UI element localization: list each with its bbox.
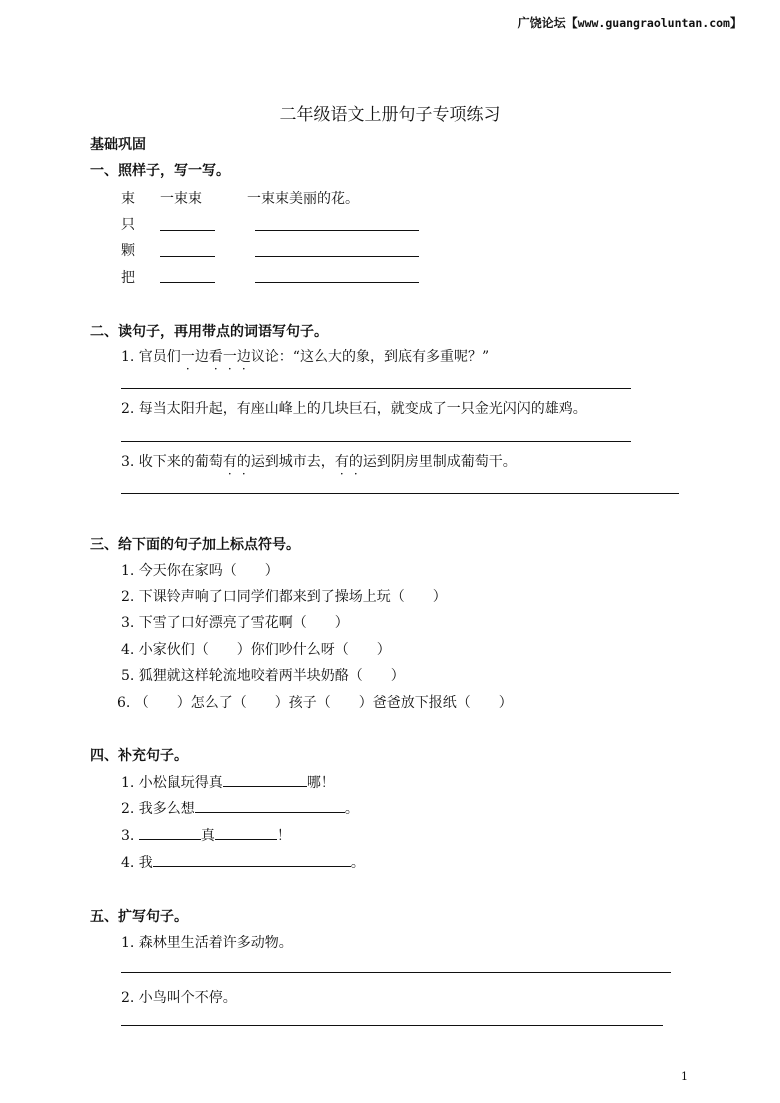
s3-item-1: 1. 今天你在家吗（ ） xyxy=(121,563,279,579)
s2-question-3: 3. 收下来的葡萄有的运到城市去，有的运到阴房里制成葡萄干。 xyxy=(121,451,517,471)
dotted-char: 边 xyxy=(236,349,251,365)
page-number: 1 xyxy=(681,1070,688,1083)
s2-answer-line-2[interactable] xyxy=(121,441,631,442)
s3-item-5: 5. 狐狸就这样轮流地咬着两半块奶酪（ ） xyxy=(121,668,405,684)
page-title: 二年级语文上册句子专项练习 xyxy=(279,105,501,125)
s5-answer-line-1[interactable] xyxy=(121,972,671,973)
s1-row-1-word: 束 xyxy=(121,191,135,207)
s1-row-1-example: 一束束 xyxy=(160,191,202,207)
s3-item-6: 6. （ ）怎么了（ ）孩子（ ）爸爸放下报纸（ ） xyxy=(117,695,513,711)
s1-row-4-blank-short[interactable] xyxy=(160,282,215,283)
section-4-heading: 四、补充句子。 xyxy=(90,748,188,764)
s1-row-2-blank-long[interactable] xyxy=(255,230,419,231)
s4-question-1: 1. 小松鼠玩得真 哪！ xyxy=(121,772,335,792)
section-subtitle: 基础巩固 xyxy=(90,137,146,153)
s5-answer-line-2[interactable] xyxy=(121,1025,663,1026)
site-bracket: 】 xyxy=(729,16,742,30)
section-1-heading: 一、照样子，写一写。 xyxy=(90,163,230,179)
s1-row-3-blank-long[interactable] xyxy=(255,256,419,257)
s3-item-3: 3. 下雪了口好漂亮了雪花啊（ ） xyxy=(121,615,349,631)
s1-row-4-word: 把 xyxy=(121,270,135,286)
site-name: 广饶论坛【 xyxy=(517,16,578,30)
s4-q3-blank-2[interactable] xyxy=(215,825,277,840)
section-5-heading: 五、扩写句子。 xyxy=(90,909,188,925)
s1-row-1-sentence: 一束束美丽的花。 xyxy=(247,191,359,207)
s2-question-1: 1. 官员们一边看一边议论：“这么大的象，到底有多重呢？” xyxy=(121,346,489,366)
s4-question-3: 3. 真 ！ xyxy=(121,825,291,845)
s4-q2-blank[interactable] xyxy=(195,798,345,813)
s2-answer-line-3[interactable] xyxy=(121,493,679,494)
s1-row-2-blank-short[interactable] xyxy=(160,230,215,231)
dotted-char: 一 xyxy=(180,349,195,365)
s3-item-2: 2. 下课铃声响了口同学们都来到了操场上玩（ ） xyxy=(121,589,447,605)
s4-question-4: 4. 我 。 xyxy=(121,852,365,872)
s2-answer-line-1[interactable] xyxy=(121,388,631,389)
section-2-heading: 二、读句子，再用带点的词语写句子。 xyxy=(90,324,328,340)
site-header xyxy=(518,14,742,31)
s1-row-3-blank-short[interactable] xyxy=(160,256,215,257)
s1-row-4-blank-long[interactable] xyxy=(255,282,419,283)
s5-question-1: 1. 森林里生活着许多动物。 xyxy=(121,935,293,951)
dotted-char: 有 xyxy=(334,454,349,470)
dotted-char: 看 xyxy=(208,349,223,365)
s3-item-4: 4. 小家伙们（ ）你们吵什么呀（ ） xyxy=(121,642,391,658)
dotted-char: 一 xyxy=(222,349,237,365)
dotted-char: 有 xyxy=(222,454,237,470)
s4-question-2: 2. 我多么想 。 xyxy=(121,798,359,818)
s2-question-2: 2. 每当太阳升起，有座山峰上的几块巨石，就变成了一只金光闪闪的雄鸡。 xyxy=(121,401,587,417)
dotted-char: 的 xyxy=(236,454,251,470)
site-url[interactable]: www.guangraoluntan.com xyxy=(577,16,730,30)
s1-row-3-word: 颗 xyxy=(121,243,135,259)
s4-q4-blank[interactable] xyxy=(153,852,351,867)
section-3-heading: 三、给下面的句子加上标点符号。 xyxy=(90,537,300,553)
s4-q3-blank-1[interactable] xyxy=(139,825,201,840)
s5-question-2: 2. 小鸟叫个不停。 xyxy=(121,990,237,1006)
s4-q1-blank[interactable] xyxy=(223,772,307,787)
dotted-char: 的 xyxy=(348,454,363,470)
s1-row-2-word: 只 xyxy=(121,217,135,233)
